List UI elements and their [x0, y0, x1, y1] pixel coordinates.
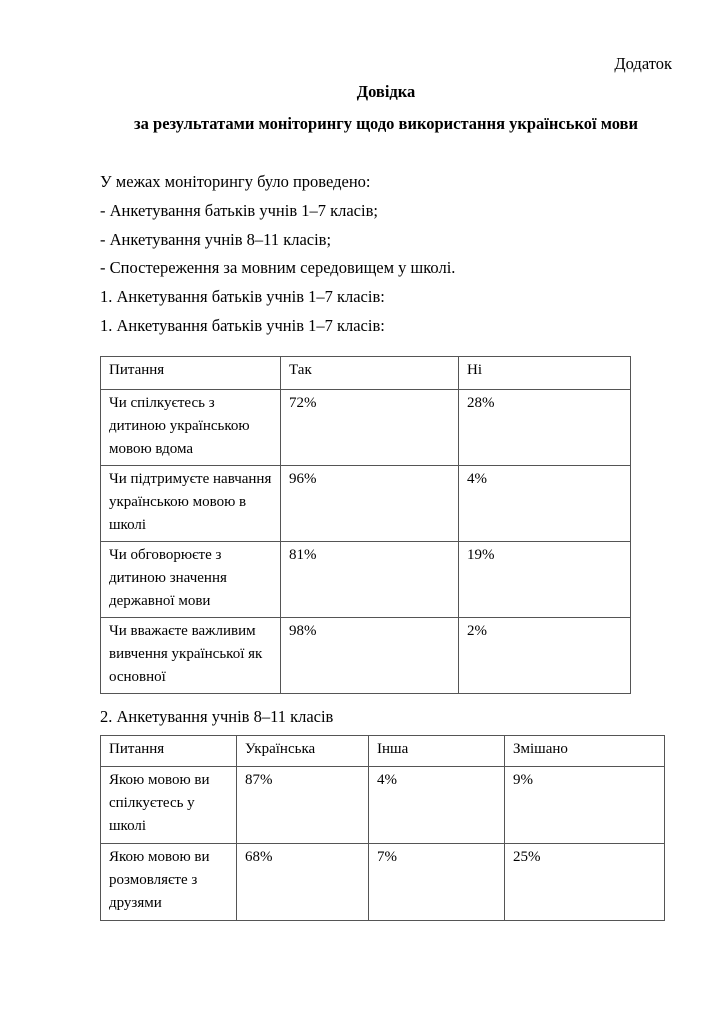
value-cell: 28%: [459, 389, 631, 465]
value-cell: 81%: [281, 541, 459, 617]
bullet-students-survey: - Анкетування учнів 8–11 класів;: [100, 229, 332, 249]
question-cell: Чи підтримуєте навчання українською мовою в школі: [101, 465, 281, 541]
table-row: [101, 766, 665, 843]
question-cell: Якою мовою ви спілкуєтесь у школі: [101, 766, 237, 843]
intro-block: [100, 168, 672, 341]
header-cell-no: Ні: [459, 356, 631, 389]
question-cell: Чи обговорюєте з дитиною значення державної мови: [101, 541, 281, 617]
value-cell: 72%: [281, 389, 459, 465]
header-cell-other: Інша: [369, 735, 505, 766]
value-cell: 2%: [459, 617, 631, 693]
parents-survey-table: [100, 356, 631, 694]
value-cell: 7%: [369, 843, 505, 920]
header-cell-question: Питання: [101, 735, 237, 766]
question-cell: Якою мовою ви розмовляєте з друзями: [101, 843, 237, 920]
header-cell-question: Питання: [101, 356, 281, 389]
table-row: [101, 465, 631, 541]
value-cell: 4%: [459, 465, 631, 541]
table-row: [101, 617, 631, 693]
value-cell: 87%: [237, 766, 369, 843]
annex-label: Додаток: [614, 54, 672, 73]
value-cell: 98%: [281, 617, 459, 693]
bullet-observation: - Спостереження за мовним середовищем у школі.: [100, 258, 456, 278]
section-heading-1: 1. Анкетування батьків учнів 1–7 класів:: [100, 287, 385, 307]
doc-subtitle: за результатами моніторингу щодо використання української мови: [134, 114, 638, 133]
table-row: [101, 541, 631, 617]
table-row: [101, 389, 631, 465]
section-heading-1-repeat: 1. Анкетування батьків учнів 1–7 класів:: [100, 315, 385, 335]
header-cell-yes: Так: [281, 356, 459, 389]
table-row: [101, 843, 665, 920]
value-cell: 68%: [237, 843, 369, 920]
value-cell: 19%: [459, 541, 631, 617]
bullet-parents-survey: - Анкетування батьків учнів 1–7 класів;: [100, 200, 378, 220]
value-cell: 4%: [369, 766, 505, 843]
question-cell: Чи вважаєте важливим вивчення української як основної: [101, 617, 281, 693]
header-cell-mixed: Змішано: [505, 735, 665, 766]
header-cell-ukrainian: Українська: [237, 735, 369, 766]
doc-title: Довідка: [356, 82, 416, 101]
table-header-row: [101, 735, 665, 766]
question-cell: Чи спілкуєтесь з дитиною українською мовою вдома: [101, 389, 281, 465]
intro-line: У межах моніторингу було проведено:: [100, 172, 371, 191]
value-cell: 96%: [281, 465, 459, 541]
value-cell: 25%: [505, 843, 665, 920]
students-survey-table: [100, 735, 665, 921]
section-heading-2: 2. Анкетування учнів 8–11 класів: [100, 706, 334, 726]
table-header-row: [101, 356, 631, 389]
value-cell: 9%: [505, 766, 665, 843]
